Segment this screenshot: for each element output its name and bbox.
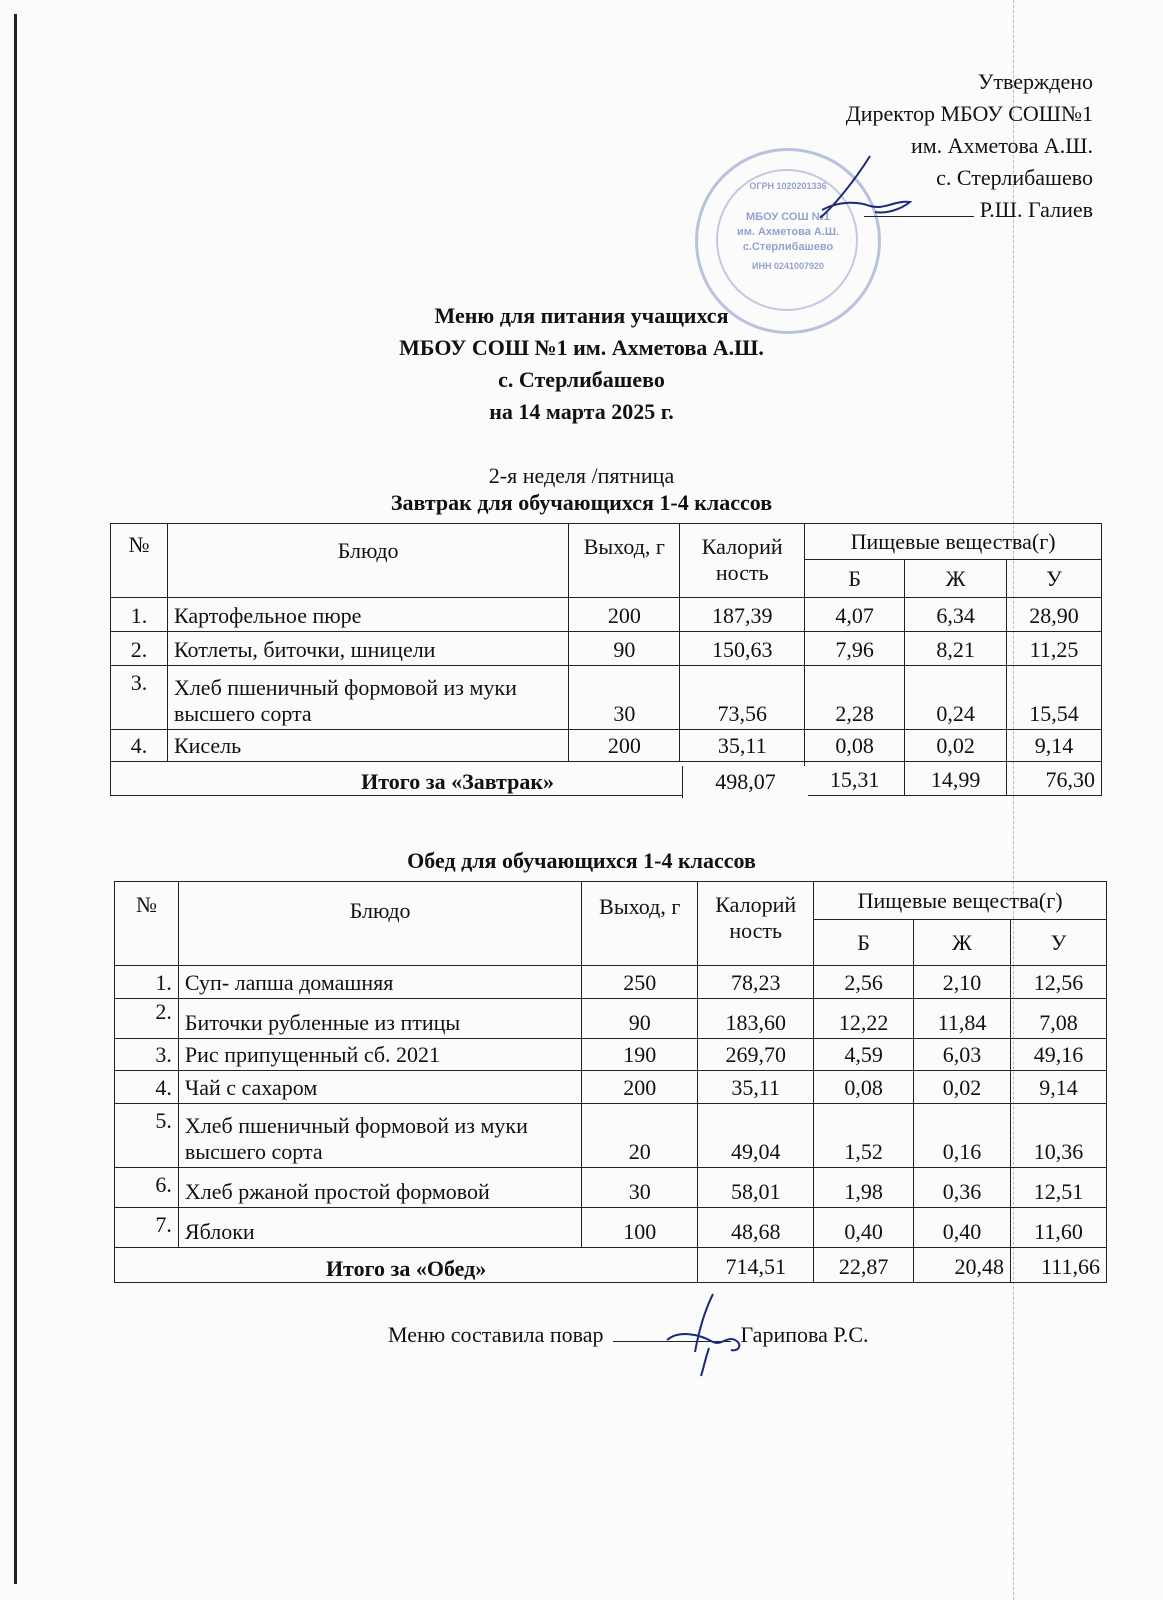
total-kcal: 714,51 — [698, 1248, 814, 1283]
cell-fat: 0,36 — [914, 1168, 1011, 1208]
cell-dish: Рис припущенный сб. 2021 — [178, 1039, 581, 1071]
title-line: на 14 марта 2025 г. — [489, 399, 674, 424]
total-carbs: 76,30 — [1007, 762, 1102, 796]
cell-fat: 8,21 — [905, 632, 1007, 666]
col-header-fat: Ж — [914, 920, 1011, 966]
footer-name: Гарипова Р.С. — [740, 1322, 869, 1347]
col-header-nutrients: Пищевые вещества(г) — [814, 882, 1107, 920]
total-label: Итого за «Обед» — [115, 1248, 698, 1283]
cell-yield: 30 — [582, 1168, 698, 1208]
cell-yield: 100 — [582, 1208, 698, 1248]
cell-yield: 200 — [582, 1071, 698, 1104]
cell-kcal: 49,04 — [698, 1104, 814, 1168]
cell-carbs: 28,90 — [1007, 598, 1102, 632]
cell-kcal: 73,56 — [680, 666, 805, 730]
cell-fat: 0,02 — [905, 730, 1007, 762]
cell-protein: 0,08 — [814, 1071, 914, 1104]
cell-kcal: 48,68 — [698, 1208, 814, 1248]
footer-prefix: Меню составила повар — [388, 1322, 604, 1347]
table-row — [115, 966, 1107, 999]
table-row — [115, 1208, 1107, 1248]
total-row — [111, 762, 1102, 796]
cell-protein: 4,59 — [814, 1039, 914, 1071]
approval-line: Директор МБОУ СОШ№1 — [845, 101, 1093, 126]
cell-kcal: 35,11 — [680, 730, 805, 762]
cell-num: 3. — [111, 666, 168, 730]
stamp-line: им. Ахметова А.Ш. — [736, 226, 840, 238]
cell-protein: 4,07 — [805, 598, 905, 632]
cell-protein: 1,98 — [814, 1168, 914, 1208]
cell-kcal: 269,70 — [698, 1039, 814, 1071]
cell-kcal: 78,23 — [698, 966, 814, 999]
cell-num: 5. — [115, 1104, 179, 1168]
col-header-fat: Ж — [905, 560, 1007, 598]
cell-carbs: 12,51 — [1010, 1168, 1106, 1208]
lunch-title: Обед для обучающихся 1-4 классов — [407, 848, 756, 873]
table-row — [115, 1039, 1107, 1071]
cell-yield: 250 — [582, 966, 698, 999]
total-row — [115, 1248, 1107, 1283]
col-header-num: № — [115, 882, 179, 966]
cell-num: 1. — [111, 598, 168, 632]
col-header-dish: Блюдо — [167, 524, 568, 598]
col-header-carbs: У — [1010, 920, 1106, 966]
cell-yield: 200 — [569, 730, 680, 762]
cell-yield: 30 — [569, 666, 680, 730]
scan-edge — [14, 14, 17, 1584]
table-row — [111, 730, 1102, 762]
stamp-line: МБОУ СОШ №1 — [746, 211, 830, 223]
cell-fat: 0,16 — [914, 1104, 1011, 1168]
stamp-line: ИНН 0241007920 — [751, 261, 825, 271]
total-fat: 20,48 — [914, 1248, 1011, 1283]
cell-protein: 7,96 — [805, 632, 905, 666]
cell-protein: 1,52 — [814, 1104, 914, 1168]
scan-fold-line — [1013, 0, 1014, 1600]
cell-num: 3. — [115, 1039, 179, 1071]
total-protein: 22,87 — [814, 1248, 914, 1283]
cell-kcal: 58,01 — [698, 1168, 814, 1208]
cell-num: 6. — [115, 1168, 179, 1208]
cell-fat: 11,84 — [914, 999, 1011, 1039]
cell-dish: Яблоки — [178, 1208, 581, 1248]
stamp-line: ОГРН 1020201336 — [749, 181, 827, 191]
cell-dish: Хлеб ржаной простой формовой — [178, 1168, 581, 1208]
total-fat: 14,99 — [905, 762, 1007, 796]
col-header-protein: Б — [805, 560, 905, 598]
cell-protein: 2,56 — [814, 966, 914, 999]
title-line: с. Стерлибашево — [498, 367, 665, 392]
cell-carbs: 9,14 — [1007, 730, 1102, 762]
cell-dish: Котлеты, биточки, шницели — [167, 632, 568, 666]
cell-fat: 0,24 — [905, 666, 1007, 730]
cell-fat: 2,10 — [914, 966, 1011, 999]
cell-dish: Хлеб пшеничный формовой из муки высшего сорта — [178, 1104, 581, 1168]
cell-carbs: 10,36 — [1010, 1104, 1106, 1168]
table-row — [111, 598, 1102, 632]
breakfast-table — [110, 523, 1102, 796]
cell-yield: 90 — [569, 632, 680, 666]
col-header-yield: Выход, г — [569, 524, 680, 598]
table-row — [115, 1104, 1107, 1168]
col-header-calories: Калорий ность — [680, 524, 805, 598]
col-header-protein: Б — [814, 920, 914, 966]
total-label: Итого за «Завтрак» — [111, 762, 805, 796]
cell-fat: 0,40 — [914, 1208, 1011, 1248]
cell-carbs: 9,14 — [1010, 1071, 1106, 1104]
menu-title-block — [0, 300, 1163, 428]
cell-num: 2. — [115, 999, 179, 1039]
cell-carbs: 11,25 — [1007, 632, 1102, 666]
cell-dish: Хлеб пшеничный формовой из муки высшего сорта — [167, 666, 568, 730]
cell-carbs: 11,60 — [1010, 1208, 1106, 1248]
cell-num: 4. — [115, 1071, 179, 1104]
col-header-yield: Выход, г — [582, 882, 698, 966]
cell-num: 4. — [111, 730, 168, 762]
col-header-nutrients: Пищевые вещества(г) — [805, 524, 1102, 560]
table-row — [115, 999, 1107, 1039]
cell-num: 1. — [115, 966, 179, 999]
col-header-num: № — [111, 524, 168, 598]
cell-num: 2. — [111, 632, 168, 666]
cell-carbs: 7,08 — [1010, 999, 1106, 1039]
cell-dish: Суп- лапша домашняя — [178, 966, 581, 999]
cell-fat: 6,03 — [914, 1039, 1011, 1071]
week-label: 2-я неделя /пятница — [488, 463, 675, 488]
total-carbs: 111,66 — [1010, 1248, 1106, 1283]
cell-yield: 90 — [582, 999, 698, 1039]
cell-protein: 0,08 — [805, 730, 905, 762]
approval-line: с. Стерлибашево — [936, 165, 1093, 190]
title-line: МБОУ СОШ №1 им. Ахметова А.Ш. — [399, 335, 764, 360]
footer-signature-line — [388, 1322, 869, 1348]
col-header-calories: Калорий ность — [698, 882, 814, 966]
cell-carbs: 12,56 — [1010, 966, 1106, 999]
cell-kcal: 150,63 — [680, 632, 805, 666]
cell-kcal: 35,11 — [698, 1071, 814, 1104]
cell-kcal: 187,39 — [680, 598, 805, 632]
cell-num: 7. — [115, 1208, 179, 1248]
table-row — [111, 632, 1102, 666]
cell-fat: 6,34 — [905, 598, 1007, 632]
col-header-carbs: У — [1007, 560, 1102, 598]
cell-protein: 0,40 — [814, 1208, 914, 1248]
stamp-line: с.Стерлибашево — [742, 241, 834, 253]
cell-kcal: 183,60 — [698, 999, 814, 1039]
approval-line: Утверждено — [977, 69, 1093, 94]
cell-protein: 12,22 — [814, 999, 914, 1039]
cell-dish: Биточки рубленные из птицы — [178, 999, 581, 1039]
cell-dish: Картофельное пюре — [167, 598, 568, 632]
breakfast-title: Завтрак для обучающихся 1-4 классов — [390, 490, 773, 515]
table-row — [115, 1071, 1107, 1104]
cook-signature — [655, 1290, 765, 1380]
table-row — [115, 1168, 1107, 1208]
cell-dish: Чай с сахаром — [178, 1071, 581, 1104]
cell-carbs: 49,16 — [1010, 1039, 1106, 1071]
total-kcal: 498,07 — [682, 766, 808, 798]
cell-dish: Кисель — [167, 730, 568, 762]
approval-line: им. Ахметова А.Ш. — [910, 133, 1093, 158]
approval-signer: Р.Ш. Галиев — [979, 197, 1093, 222]
cell-yield: 190 — [582, 1039, 698, 1071]
total-protein: 15,31 — [805, 762, 905, 796]
cell-carbs: 15,54 — [1007, 666, 1102, 730]
cell-yield: 200 — [569, 598, 680, 632]
table-row — [111, 666, 1102, 730]
cell-fat: 0,02 — [914, 1071, 1011, 1104]
cell-protein: 2,28 — [805, 666, 905, 730]
cell-yield: 20 — [582, 1104, 698, 1168]
col-header-dish: Блюдо — [178, 882, 581, 966]
lunch-table — [114, 881, 1107, 1283]
director-signature — [800, 150, 940, 230]
title-line: Меню для питания учащихся — [434, 303, 729, 328]
